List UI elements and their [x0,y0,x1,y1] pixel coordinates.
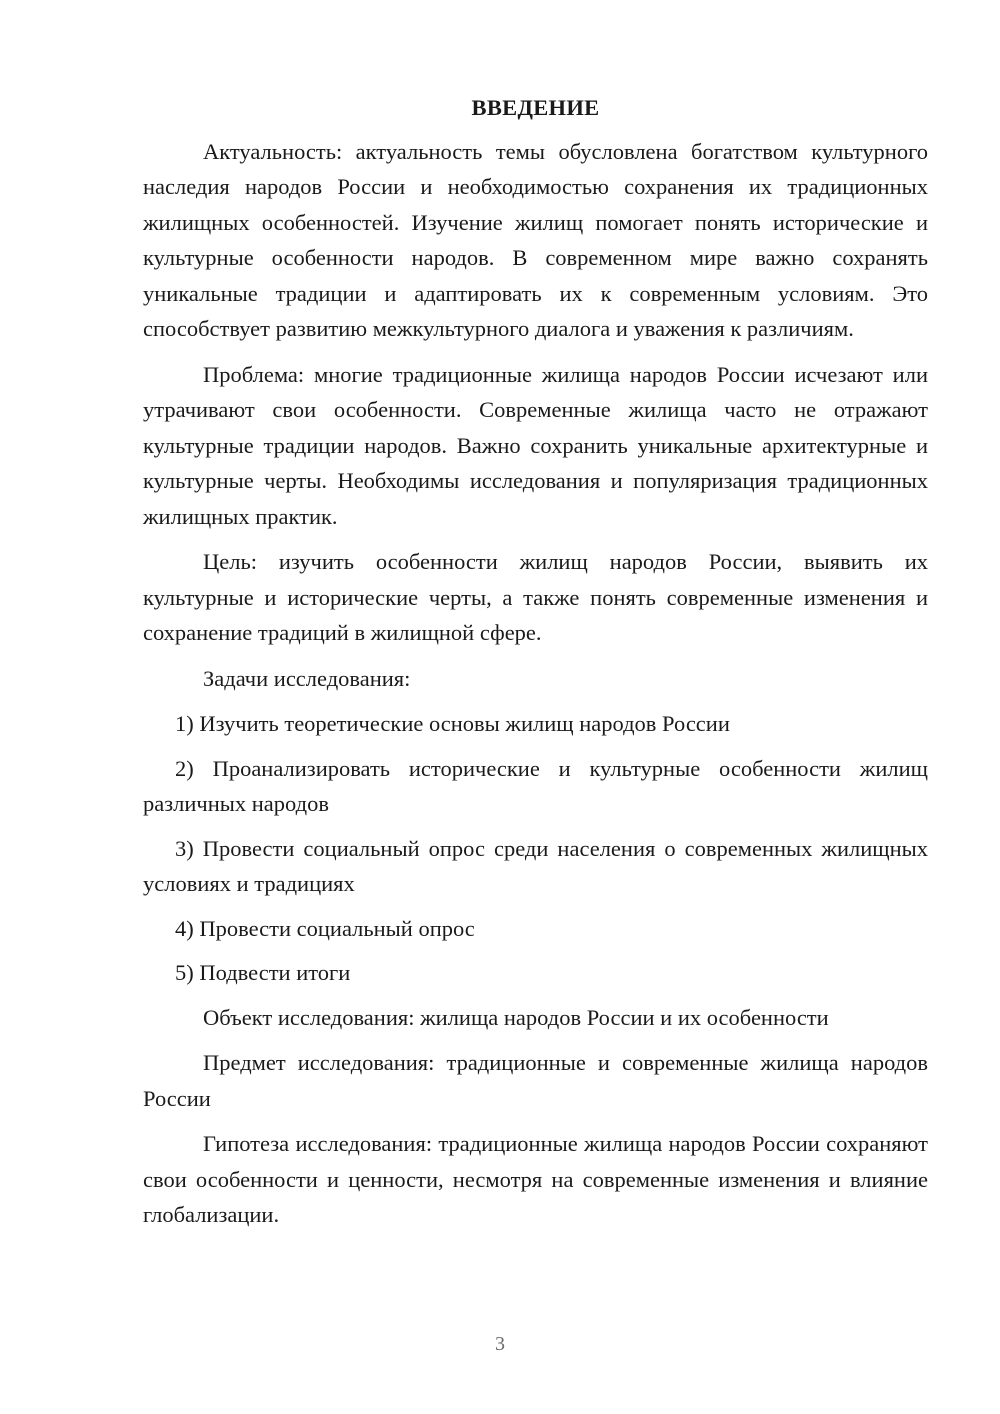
task-item-4: 4) Провести социальный опрос [175,915,475,941]
paragraph-subject: Предмет исследования: традиционные и современные жилища народов России [143,1050,928,1111]
paragraph-hypothesis: Гипотеза исследования: традиционные жилища народов России сохраняют свои особенности и ценности, несмотря на современные изменения и влияние глобализации. [143,1131,928,1227]
paragraph-object: Объект исследования: жилища народов России и их особенности [203,1004,829,1030]
tasks-heading: Задачи исследования: [203,665,411,691]
task-item-1: 1) Изучить теоретические основы жилищ народов России [175,711,730,736]
task-item-3: 3) Провести социальный опрос среди населения о современных жилищных условиях и традициях [143,835,928,896]
paragraph-goal: Цель: изучить особенности жилищ народов России, выявить их культурные и исторические черты, а также понять современные изменения и сохранение традиций в жилищной сфере. [143,549,928,645]
task-item-2: 2) Проанализировать исторические и культурные особенности жилищ различных народов [143,755,928,816]
page-title: ВВЕДЕНИЕ [471,95,600,120]
task-item-5: 5) Подвести итоги [175,960,351,985]
paragraph-problem: Проблема: многие традиционные жилища народов России исчезают или утрачивают свои особенности. Современные жилища часто не отражают культурные традиции народов. Важно сохранить уникальные архитектурные и культурные черты. Необходимы исследования и популяризация традиционных жилищных практик. [143,361,928,529]
page-number: 3 [495,1333,505,1355]
page-body [143,90,928,1243]
paragraph-relevance: Актуальность: актуальность темы обусловлена богатством культурного наследия народов России и необходимостью сохранения их традиционных жилищных особенностей. Изучение жилищ помогает понять исторические и культурные особенности народов. В современном мире важно сохранять уникальные традиции и адаптировать их к современным условиям. Это способствует развитию межкультурного диалога и уважения к различиям. [143,138,928,341]
